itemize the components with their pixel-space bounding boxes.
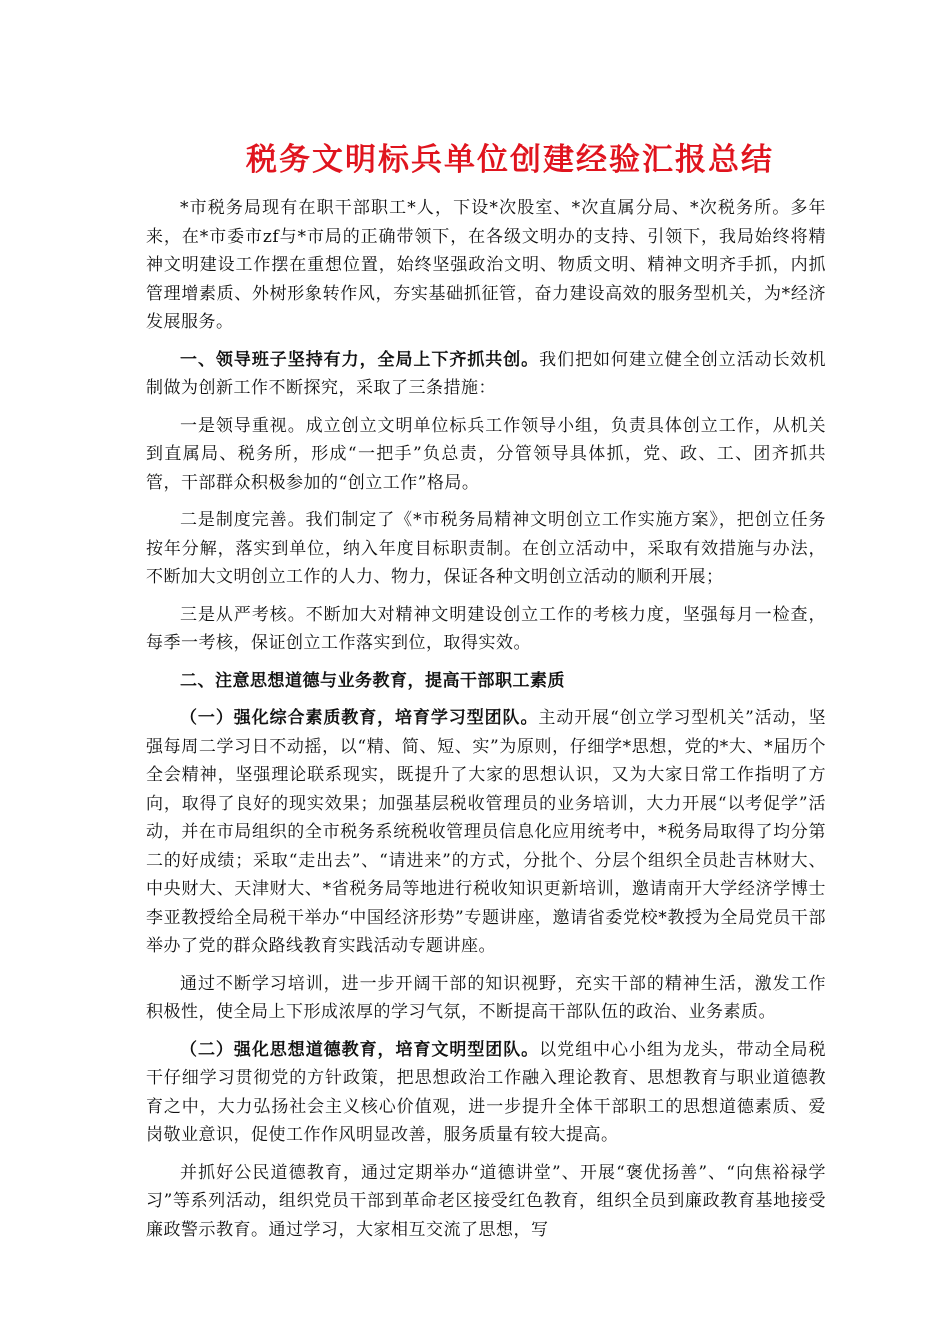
section-heading-two: 二、注意思想道德与业务教育，提高干部职工素质 — [180, 670, 565, 691]
paragraph-measure-one — [146, 412, 826, 498]
paragraph-subsection-two — [146, 1036, 826, 1150]
subsection-heading: （二）强化思想道德教育，培育文明型团队。 — [180, 1039, 540, 1060]
paragraph-section-one — [146, 346, 826, 403]
document-page — [146, 138, 826, 1253]
paragraph-text: 以党组中心小组为龙头，带动全局税干仔细学习贯彻党的方针政策，把思想政治工作融入理论教育、思想教育与职业道德教育之中，大力弘扬社会主义核心价值观，进一步提升全体干部职工的思想道德素质、爱岗敬业意识，促使工作作风明显改善，服务质量有较大提高。 — [146, 1039, 827, 1145]
paragraph-text: 二是制度完善。我们制定了《*市税务局精神文明创立工作实施方案》，把创立任务按年分解，落实到单位，纳入年度目标职责制。在创立活动中，采取有效措施与办法，不断加大文明创立工作的人力、物力，保证各种文明创立活动的顺利开展； — [146, 510, 826, 587]
subsection-heading: （一）强化综合素质教育，培育学习型团队。 — [180, 708, 539, 728]
section-heading: 一、领导班子坚持有力，全局上下齐抓共创。 — [180, 349, 540, 370]
paragraph-text: 通过不断学习培训，进一步开阔干部的知识视野，充实干部的精神生活，激发工作积极性，使全局上下形成浓厚的学习气氛，不断提高干部队伍的政治、业务素质。 — [146, 973, 826, 1022]
paragraph-text: 我们把如何建立健全创立活动长效机制做为创新工作不断探究，采取了三条措施： — [146, 349, 827, 398]
paragraph-training-result — [146, 970, 826, 1027]
paragraph-measure-three — [146, 601, 826, 658]
paragraph-text: 并抓好公民道德教育，通过定期举办“道德讲堂”、开展“褒优扬善”、“向焦裕禄学习”等系列活动，组织党员干部到革命老区接受红色教育，组织全员到廉政教育基地接受廉政警示教育。通过学习，大家相互交流了思想，写 — [146, 1162, 826, 1240]
paragraph-text: 主动开展“创立学习型机关”活动，坚强每周二学习日不动摇，以“精、简、短、实”为原则，仔细学*思想，党的*大、*届历个全会精神，坚强理论联系现实，既提升了大家的思想认识，又为大家日常工作指明了方向，取得了良好的现实效果；加强基层税收管理员的业务培训，大力开展“以考促学”活动，并在市局组织的全市税务系统税收管理员信息化应用统考中，*税务局取得了均分第二的好成绩；采取“走出去”、“请进来”的方式，分批个、分层个组织全员赴吉林财大、中央财大、天津财大、*省税务局等地进行税收知识更新培训，邀请南开大学经济学博士李亚教授给全局税干举办“中国经济形势”专题讲座，邀请省委党校*教授为全局党员干部举办了党的群众路线教育实践活动专题讲座。 — [146, 708, 827, 956]
paragraph-text: 三是从严考核。不断加大对精神文明建设创立工作的考核力度，坚强每月一检查，每季一考核，保证创立工作落实到位，取得实效。 — [146, 604, 826, 653]
paragraph-text: 一是领导重视。成立创立文明单位标兵工作领导小组，负责具体创立工作，从机关到直属局、税务所，形成“一把手”负总责，分管领导具体抓，党、政、工、团齐抓共管，干部群众积极参加的“创立工作”格局。 — [146, 415, 826, 493]
paragraph-measure-two — [146, 506, 826, 592]
paragraph-intro — [146, 194, 826, 337]
paragraph-text: *市税务局现有在职干部职工*人，下设*次股室、*次直属分局、*次税务所。多年来，在*市委市zf与*市局的正确带领下，在各级文明办的支持、引领下，我局始终将精神文明建设工作摆在重想位置，始终坚强政治文明、物质文明、精神文明齐手抓，内抓管理增素质、外树形象转作风，夯实基础抓征管，奋力建设高效的服务型机关，为*经济发展服务。 — [146, 198, 826, 332]
paragraph-subsection-one — [146, 704, 826, 961]
paragraph-moral-education — [146, 1159, 826, 1245]
document-title: 税务文明标兵单位创建经验汇报总结 — [246, 142, 774, 178]
